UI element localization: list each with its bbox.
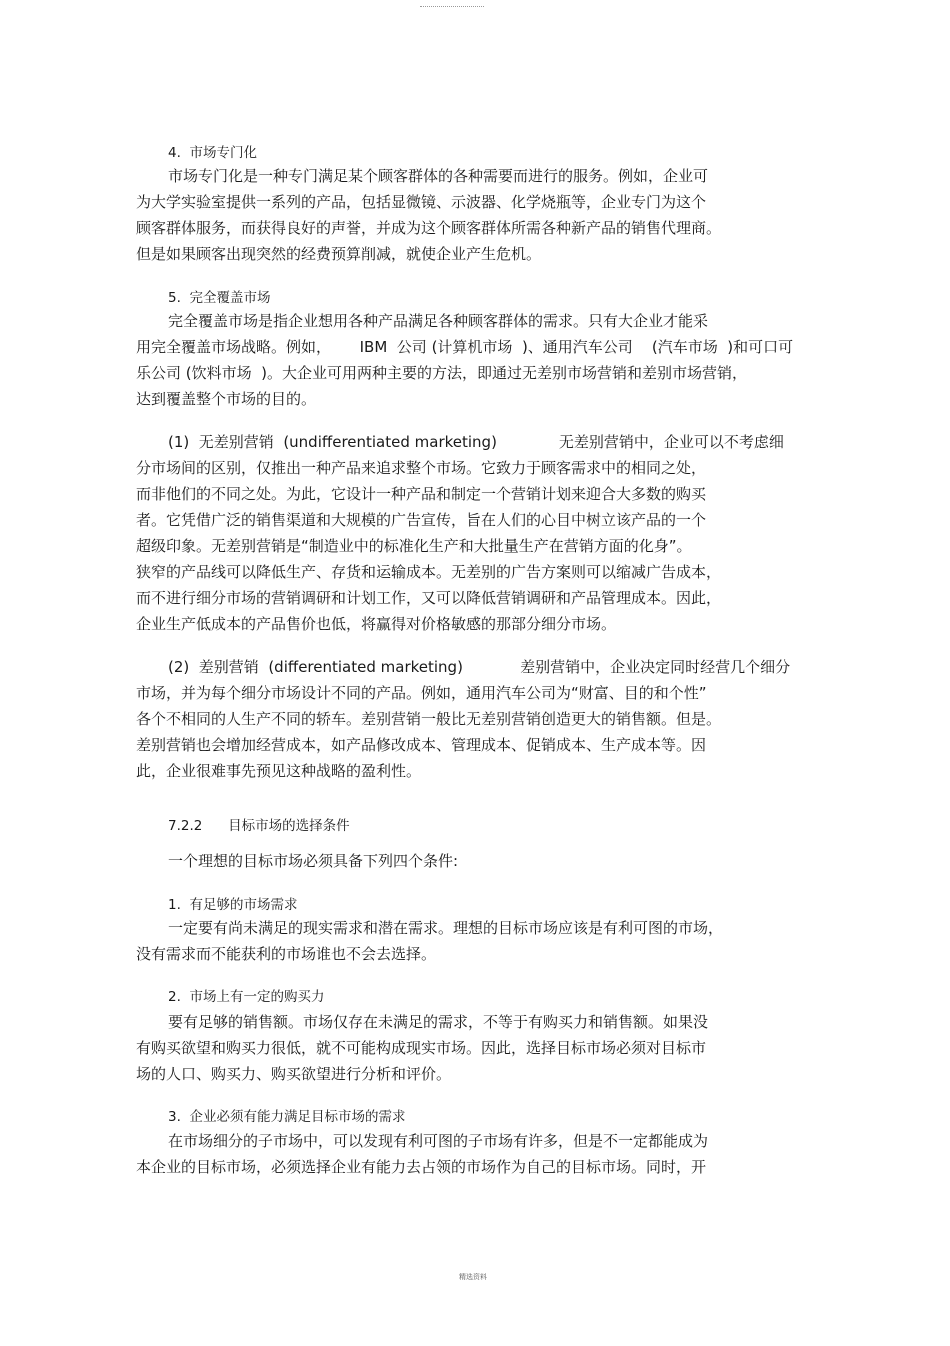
text-line: 为大学实验室提供一系列的产品，包括显微镜、示波器、化学烧瓶等，企业专门为这个 — [136, 193, 707, 211]
text-line: 场的人口、购买力、购买欲望进行分析和评价。 — [136, 1065, 452, 1083]
text-line: 企业生产低成本的产品售价也低，将赢得对价格敏感的那部分细分市场。 — [136, 615, 617, 633]
text-line: 分市场间的区别，仅推出一种产品来追求整个市场。它致力于顾客需求中的相同之处， — [136, 459, 707, 477]
section-heading: 4. 市场专门化 — [168, 145, 257, 161]
text-line: 在市场细分的子市场中，可以发现有利可图的子市场有许多，但是不一定都能成为 — [168, 1132, 709, 1150]
text-line: 市场专门化是一种专门满足某个顾客群体的各种需要而进行的服务。例如，企业可 — [168, 167, 709, 185]
text-line: 狭窄的产品线可以降低生产、存货和运输成本。无差别的广告方案则可以缩减广告成本， — [136, 563, 722, 581]
top-rule — [420, 6, 484, 7]
text-line: 有购买欲望和购买力很低，就不可能构成现实市场。因此，选择目标市场必须对目标市 — [136, 1039, 707, 1057]
text-line: 本企业的目标市场，必须选择企业有能力去占领的市场作为自己的目标市场。同时，开 — [136, 1158, 707, 1176]
section-heading: 2. 市场上有一定的购买力 — [168, 989, 325, 1005]
text-line: 各个不相同的人生产不同的轿车。差别营销一般比无差别营销创造更大的销售额。但是。 — [136, 710, 722, 728]
text-line: 差别营销也会增加经营成本，如产品修改成本、管理成本、促销成本、生产成本等。因 — [136, 736, 707, 754]
section-heading: 7.2.2 目标市场的选择条件 — [168, 818, 350, 834]
text-line: 乐公司 (饮料市场 )。大企业可用两种主要的方法，即通过无差别市场营销和差别市场营销， — [136, 364, 748, 382]
text-line: 市场，并为每个细分市场设计不同的产品。例如，通用汽车公司为“财富、目的和个性” — [136, 684, 707, 702]
section-heading: 3. 企业必须有能力满足目标市场的需求 — [168, 1109, 406, 1125]
text-line: 而不进行细分市场的营销调研和计划工作，又可以降低营销调研和产品管理成本。因此， — [136, 589, 722, 607]
text-line: 一个理想的目标市场必须具备下列四个条件: — [168, 852, 459, 870]
text-line: 但是如果顾客出现突然的经费预算削减，就使企业产生危机。 — [136, 245, 542, 263]
text-line: 达到覆盖整个市场的目的。 — [136, 390, 317, 408]
text-line: 没有需求而不能获利的市场谁也不会去选择。 — [136, 945, 437, 963]
text-line: 而非他们的不同之处。为此，它设计一种产品和制定一个营销计划来迎合大多数的购买 — [136, 485, 707, 503]
text-line: 顾客群体服务，而获得良好的声誉，并成为这个顾客群体所需各种新产品的销售代理商。 — [136, 219, 722, 237]
text-line: (2) 差别营销 (differentiated marketing) 差别营销中，企业决定同时经营几个细分 — [168, 658, 791, 676]
section-heading: 5. 完全覆盖市场 — [168, 290, 271, 306]
text-line: 一定要有尚未满足的现实需求和潜在需求。理想的目标市场应该是有利可图的市场， — [168, 919, 724, 937]
text-line: 完全覆盖市场是指企业想用各种产品满足各种顾客群体的需求。只有大企业才能采 — [168, 312, 709, 330]
page-footer: 精选资料 — [459, 1273, 487, 1281]
section-heading: 1. 有足够的市场需求 — [168, 897, 298, 913]
text-line: (1) 无差别营销 (undifferentiated marketing) 无差别营销中，企业可以不考虑细 — [168, 433, 784, 451]
text-line: 超级印象。无差别营销是“制造业中的标准化生产和大批量生产在营销方面的化身”。 — [136, 537, 692, 555]
text-line: 者。它凭借广泛的销售渠道和大规模的广告宣传，旨在人们的心目中树立该产品的一个 — [136, 511, 707, 529]
text-line: 用完全覆盖市场战略。例如， IBM 公司 (计算机市场 )、通用汽车公司 (汽车市场 )和可口可 — [136, 338, 794, 356]
text-line: 此，企业很难事先预见这种战略的盈利性。 — [136, 762, 422, 780]
text-line: 要有足够的销售额。市场仅存在未满足的需求，不等于有购买力和销售额。如果没 — [168, 1013, 709, 1031]
